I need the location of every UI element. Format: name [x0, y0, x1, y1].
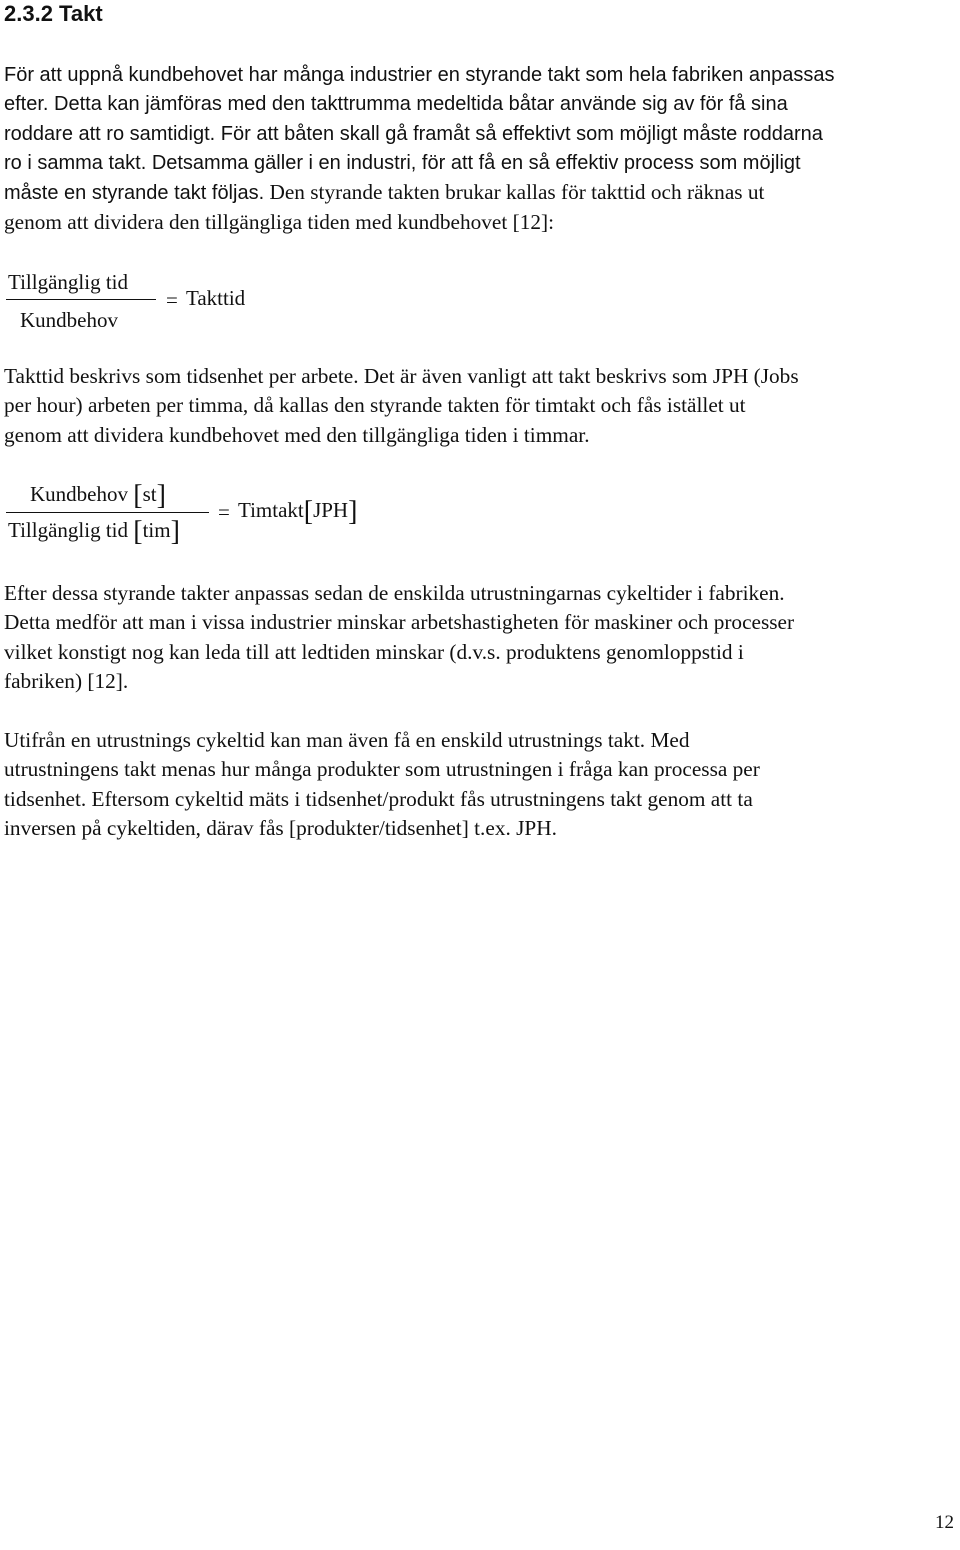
equals-sign: =	[166, 288, 178, 312]
fraction-bar	[6, 299, 156, 300]
takttid-equation	[6, 268, 286, 338]
equation-numerator	[30, 480, 166, 511]
text-line: fabriken) [12].	[4, 668, 129, 693]
text-fragment: Den styrande takten brukar kallas för takttid och räknas ut	[264, 180, 765, 205]
numerator-label: Kundbehov	[30, 482, 128, 506]
equals-sign: =	[218, 500, 230, 524]
text-line: Efter dessa styrande takter anpassas sedan de enskilda utrustningarnas cykeltider i fabriken.	[4, 581, 785, 605]
text-line: utrustningens takt menas hur många produkter som utrustningen i fråga kan processa per	[4, 757, 760, 782]
page-number: 12	[935, 1512, 954, 1533]
denominator-label: Tillgänglig tid	[8, 518, 129, 542]
paragraph-intro	[4, 61, 956, 238]
bracket-open: [	[133, 480, 143, 511]
paragraph-jph	[4, 362, 956, 450]
bracket-close: ]	[170, 516, 180, 547]
equation-result	[238, 496, 358, 527]
section-heading: 2.3.2 Takt	[4, 1, 103, 26]
text-line: genom att dividera kundbehovet med den tillgängliga tiden i timmar.	[4, 422, 590, 447]
bracket-close: ]	[156, 480, 166, 511]
text-line: efter. Detta kan jämföras med den takttrumma medeltida båtar använde sig av för få sina	[4, 93, 788, 116]
equation-denominator	[8, 516, 180, 547]
text-line: vilket konstigt nog kan leda till att ledtiden minskar (d.v.s. produktens genomloppstid i	[4, 639, 744, 664]
denominator-unit: tim	[142, 518, 171, 542]
text-line: tidsenhet. Eftersom cykeltid mäts i tidsenhet/produkt fås utrustningens takt genom att ta	[4, 786, 753, 811]
text-line	[4, 178, 956, 208]
bracket-open: [	[133, 516, 143, 547]
result-unit: JPH	[313, 498, 349, 522]
text-line: Takttid beskrivs som tidsenhet per arbete. Det är även vanligt att takt beskrivs som JPH (Jobs	[4, 364, 799, 388]
text-line: ro i samma takt. Detsamma gäller i en industri, för att få en så effektiv process som möjligt	[4, 151, 801, 174]
text-line: Detta medför att man i vissa industrier minskar arbetshastigheten för maskiner och processer	[4, 610, 795, 635]
equation-result: Takttid	[186, 286, 246, 310]
text-line: genom att dividera den tillgängliga tiden med kundbehovet [12]:	[4, 210, 555, 235]
text-line: För att uppnå kundbehovet har många industrier en styrande takt som hela fabriken anpassas	[4, 64, 835, 86]
result-label: Timtakt	[238, 498, 304, 522]
numerator-unit: st	[142, 482, 157, 506]
equation-numerator: Tillgänglig tid	[8, 270, 129, 294]
text-line: inversen på cykeltiden, därav fås [produkter/tidsenhet] t.ex. JPH.	[4, 815, 557, 840]
bracket-close: ]	[348, 496, 358, 527]
paragraph-equipment-takt	[4, 726, 956, 843]
text-line: per hour) arbeten per timma, då kallas den styrande takten för timtakt och fås istället ut	[4, 393, 746, 418]
timtakt-equation	[6, 478, 406, 558]
equation-denominator: Kundbehov	[20, 308, 118, 332]
text-fragment: måste en styrande takt följas.	[4, 182, 265, 205]
text-line: Utifrån en utrustnings cykeltid kan man även få en enskild utrustnings takt. Med	[4, 728, 690, 752]
text-line: roddare att ro samtidigt. För att båten skall gå framåt så effektivt som möjligt måste roddarna	[4, 122, 823, 145]
paragraph-cycle-times	[4, 579, 956, 696]
fraction-bar	[6, 512, 209, 513]
bracket-open: [	[303, 496, 314, 527]
